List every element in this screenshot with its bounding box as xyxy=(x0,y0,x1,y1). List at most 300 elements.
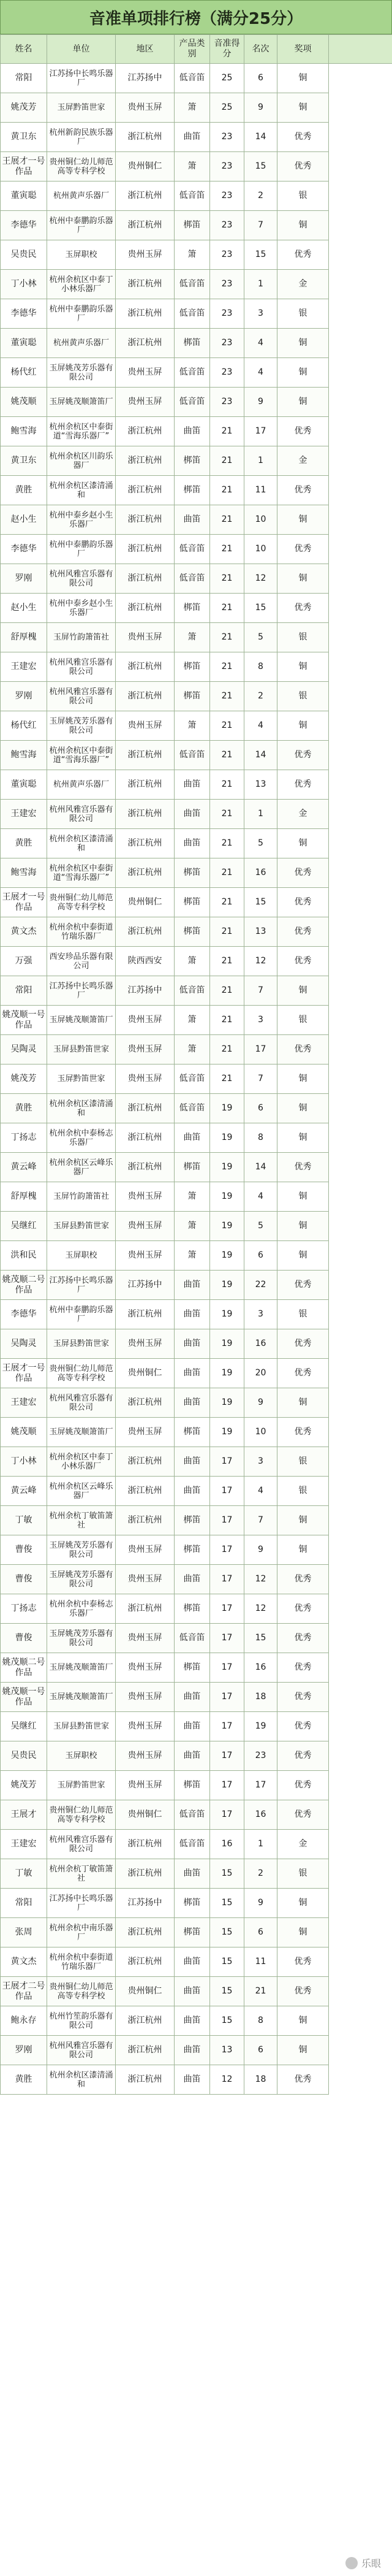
table-row xyxy=(1,1447,392,1477)
cell-region: 浙江杭州 xyxy=(116,182,175,211)
cell-unit: 杭州余杭中南乐器厂 xyxy=(47,1918,116,1947)
cell-region: 浙江杭州 xyxy=(116,770,175,800)
cell-category: 箫 xyxy=(175,1212,210,1241)
cell-region: 浙江杭州 xyxy=(116,564,175,594)
cell-region: 浙江杭州 xyxy=(116,505,175,535)
cell-score: 21 xyxy=(210,770,244,800)
cell-region: 贵州铜仁 xyxy=(116,1359,175,1388)
table-row xyxy=(1,1800,392,1830)
cell-unit: 杭州黄声乐器厂 xyxy=(47,770,116,800)
cell-region: 江苏扬中 xyxy=(116,976,175,1006)
table-row xyxy=(1,476,392,505)
cell-category: 低音笛 xyxy=(175,535,210,564)
cell-name: 黄文杰 xyxy=(1,917,47,947)
col-header-rank: 名次 xyxy=(244,35,277,64)
cell-score: 17 xyxy=(210,1653,244,1683)
row-spacer xyxy=(329,947,392,976)
cell-unit: 玉屏竹韵箫笛社 xyxy=(47,623,116,652)
cell-unit: 玉屏姚茂芳乐器有限公司 xyxy=(47,358,116,388)
table-row xyxy=(1,1859,392,1889)
cell-region: 贵州玉屏 xyxy=(116,1006,175,1035)
cell-award: 优秀 xyxy=(277,594,329,623)
cell-name: 黄云峰 xyxy=(1,1153,47,1182)
row-spacer xyxy=(329,1594,392,1624)
cell-award: 优秀 xyxy=(277,1977,329,2006)
cell-category: 低音笛 xyxy=(175,1624,210,1653)
cell-score: 17 xyxy=(210,1771,244,1800)
cell-name: 黄胜 xyxy=(1,1094,47,1123)
cell-category: 箫 xyxy=(175,1035,210,1064)
cell-rank: 18 xyxy=(244,1683,277,1712)
row-spacer xyxy=(329,1123,392,1153)
cell-name: 董寅聪 xyxy=(1,182,47,211)
cell-category: 箫 xyxy=(175,1182,210,1212)
col-header-category: 产品类别 xyxy=(175,35,210,64)
cell-region: 浙江杭州 xyxy=(116,1594,175,1624)
cell-region: 贵州玉屏 xyxy=(116,388,175,417)
cell-award: 优秀 xyxy=(277,858,329,888)
table-row xyxy=(1,182,392,211)
cell-name: 董寅聪 xyxy=(1,770,47,800)
row-spacer xyxy=(329,623,392,652)
row-spacer xyxy=(329,2065,392,2095)
cell-unit: 玉屏姚茂顺箫笛厂 xyxy=(47,1653,116,1683)
cell-award: 优秀 xyxy=(277,1741,329,1771)
row-spacer xyxy=(329,1094,392,1123)
cell-rank: 11 xyxy=(244,1947,277,1977)
cell-rank: 15 xyxy=(244,888,277,917)
cell-unit: 玉屏竹韵箫笛社 xyxy=(47,1182,116,1212)
cell-unit: 江苏扬中长鸣乐器厂 xyxy=(47,1271,116,1300)
cell-rank: 6 xyxy=(244,1241,277,1271)
cell-name: 吴陶灵 xyxy=(1,1329,47,1359)
cell-name: 吴贵民 xyxy=(1,240,47,270)
cell-score: 23 xyxy=(210,270,244,299)
cell-category: 曲笛 xyxy=(175,1859,210,1889)
cell-name: 丁扬志 xyxy=(1,1594,47,1624)
cell-rank: 11 xyxy=(244,476,277,505)
cell-rank: 6 xyxy=(244,64,277,93)
cell-rank: 18 xyxy=(244,2065,277,2095)
cell-rank: 17 xyxy=(244,1035,277,1064)
cell-award: 优秀 xyxy=(277,1271,329,1300)
cell-unit: 玉屏黔笛世家 xyxy=(47,1771,116,1800)
row-spacer xyxy=(329,1241,392,1271)
row-spacer xyxy=(329,240,392,270)
cell-rank: 9 xyxy=(244,93,277,123)
row-spacer xyxy=(329,1359,392,1388)
cell-name: 曹俊 xyxy=(1,1535,47,1565)
cell-name: 丁小林 xyxy=(1,270,47,299)
cell-name: 姚茂顺 xyxy=(1,1418,47,1447)
cell-category: 低音笛 xyxy=(175,299,210,329)
cell-category: 梆笛 xyxy=(175,1506,210,1535)
cell-rank: 9 xyxy=(244,1388,277,1418)
row-spacer xyxy=(329,652,392,682)
cell-score: 17 xyxy=(210,1712,244,1741)
table-row xyxy=(1,1035,392,1064)
cell-rank: 1 xyxy=(244,270,277,299)
row-spacer xyxy=(329,1653,392,1683)
cell-category: 低音笛 xyxy=(175,976,210,1006)
cell-rank: 15 xyxy=(244,1624,277,1653)
table-row xyxy=(1,1594,392,1624)
cell-award: 优秀 xyxy=(277,123,329,152)
cell-score: 17 xyxy=(210,1565,244,1594)
table-row xyxy=(1,1947,392,1977)
table-row xyxy=(1,888,392,917)
cell-category: 曲笛 xyxy=(175,1477,210,1506)
cell-award: 优秀 xyxy=(277,1565,329,1594)
cell-name: 黄卫东 xyxy=(1,123,47,152)
cell-category: 箫 xyxy=(175,152,210,182)
cell-award: 金 xyxy=(277,800,329,829)
cell-award: 优秀 xyxy=(277,1624,329,1653)
cell-unit: 杭州余杭区漆清涌和 xyxy=(47,1094,116,1123)
cell-award: 铜 xyxy=(277,1094,329,1123)
cell-award: 优秀 xyxy=(277,1594,329,1624)
cell-region: 贵州玉屏 xyxy=(116,1565,175,1594)
cell-rank: 8 xyxy=(244,652,277,682)
cell-unit: 江苏扬中长鸣乐器厂 xyxy=(47,64,116,93)
cell-rank: 17 xyxy=(244,417,277,446)
cell-category: 曲笛 xyxy=(175,1388,210,1418)
cell-name: 常阳 xyxy=(1,64,47,93)
cell-region: 贵州玉屏 xyxy=(116,711,175,741)
row-spacer xyxy=(329,2036,392,2065)
cell-award: 优秀 xyxy=(277,240,329,270)
cell-award: 优秀 xyxy=(277,1418,329,1447)
cell-unit: 杭州中泰鹏韵乐器厂 xyxy=(47,211,116,240)
cell-score: 21 xyxy=(210,976,244,1006)
cell-category: 低音笛 xyxy=(175,1830,210,1859)
cell-rank: 16 xyxy=(244,1800,277,1830)
cell-award: 银 xyxy=(277,623,329,652)
cell-name: 王建宏 xyxy=(1,1830,47,1859)
cell-score: 21 xyxy=(210,947,244,976)
cell-category: 曲笛 xyxy=(175,1300,210,1329)
cell-category: 低音笛 xyxy=(175,358,210,388)
row-spacer xyxy=(329,1683,392,1712)
cell-award: 铜 xyxy=(277,1889,329,1918)
cell-region: 贵州玉屏 xyxy=(116,358,175,388)
cell-rank: 7 xyxy=(244,1506,277,1535)
row-spacer xyxy=(329,1153,392,1182)
cell-score: 21 xyxy=(210,711,244,741)
cell-award: 铜 xyxy=(277,711,329,741)
table-row xyxy=(1,800,392,829)
cell-award: 铜 xyxy=(277,829,329,858)
cell-score: 21 xyxy=(210,417,244,446)
cell-rank: 12 xyxy=(244,947,277,976)
cell-score: 19 xyxy=(210,1329,244,1359)
cell-region: 江苏扬中 xyxy=(116,64,175,93)
table-row xyxy=(1,1064,392,1094)
cell-score: 21 xyxy=(210,800,244,829)
cell-score: 19 xyxy=(210,1271,244,1300)
cell-award: 优秀 xyxy=(277,1771,329,1800)
cell-rank: 3 xyxy=(244,1006,277,1035)
cell-rank: 4 xyxy=(244,711,277,741)
cell-region: 贵州玉屏 xyxy=(116,1683,175,1712)
cell-unit: 玉屏职校 xyxy=(47,240,116,270)
cell-category: 低音笛 xyxy=(175,564,210,594)
table-row xyxy=(1,682,392,711)
cell-unit: 杭州余杭中泰街道竹瑞乐器厂 xyxy=(47,917,116,947)
cell-unit: 江苏扬中长鸣乐器厂 xyxy=(47,1889,116,1918)
cell-award: 铜 xyxy=(277,388,329,417)
cell-award: 铜 xyxy=(277,1535,329,1565)
table-row xyxy=(1,829,392,858)
cell-award: 铜 xyxy=(277,652,329,682)
cell-award: 优秀 xyxy=(277,1153,329,1182)
row-spacer xyxy=(329,299,392,329)
cell-name: 赵小生 xyxy=(1,505,47,535)
cell-award: 银 xyxy=(277,1447,329,1477)
table-row xyxy=(1,947,392,976)
row-spacer xyxy=(329,270,392,299)
cell-category: 曲笛 xyxy=(175,1683,210,1712)
cell-award: 铜 xyxy=(277,329,329,358)
cell-award: 铜 xyxy=(277,2006,329,2036)
row-spacer xyxy=(329,1388,392,1418)
cell-score: 19 xyxy=(210,1241,244,1271)
cell-award: 银 xyxy=(277,182,329,211)
cell-unit: 杭州余杭区中泰丁小林乐器厂 xyxy=(47,270,116,299)
cell-region: 浙江杭州 xyxy=(116,800,175,829)
cell-name: 李德华 xyxy=(1,211,47,240)
cell-rank: 4 xyxy=(244,1182,277,1212)
cell-score: 21 xyxy=(210,888,244,917)
cell-unit: 杭州余杭区漆清涌和 xyxy=(47,2065,116,2095)
cell-category: 曲笛 xyxy=(175,2036,210,2065)
cell-name: 黄云峰 xyxy=(1,1477,47,1506)
cell-region: 贵州玉屏 xyxy=(116,1182,175,1212)
row-spacer xyxy=(329,800,392,829)
cell-score: 15 xyxy=(210,1977,244,2006)
cell-region: 浙江杭州 xyxy=(116,2006,175,2036)
cell-score: 23 xyxy=(210,299,244,329)
cell-rank: 16 xyxy=(244,1329,277,1359)
cell-name: 吴继红 xyxy=(1,1212,47,1241)
row-spacer xyxy=(329,1477,392,1506)
cell-score: 21 xyxy=(210,1006,244,1035)
table-row xyxy=(1,2006,392,2036)
row-spacer xyxy=(329,1535,392,1565)
cell-award: 银 xyxy=(277,1859,329,1889)
cell-rank: 16 xyxy=(244,1653,277,1683)
table-row xyxy=(1,123,392,152)
cell-unit: 玉屏姚茂顺箫笛厂 xyxy=(47,388,116,417)
row-spacer xyxy=(329,1565,392,1594)
row-spacer xyxy=(329,1741,392,1771)
table-row xyxy=(1,505,392,535)
cell-score: 21 xyxy=(210,917,244,947)
table-row xyxy=(1,446,392,476)
cell-unit: 玉屏姚茂顺箫笛厂 xyxy=(47,1683,116,1712)
cell-award: 优秀 xyxy=(277,1653,329,1683)
cell-award: 铜 xyxy=(277,93,329,123)
cell-award: 银 xyxy=(277,1006,329,1035)
table-row xyxy=(1,64,392,93)
cell-award: 优秀 xyxy=(277,152,329,182)
cell-rank: 15 xyxy=(244,152,277,182)
cell-region: 贵州玉屏 xyxy=(116,1064,175,1094)
cell-award: 铜 xyxy=(277,1388,329,1418)
row-spacer xyxy=(329,1300,392,1329)
cell-region: 贵州玉屏 xyxy=(116,1741,175,1771)
cell-score: 21 xyxy=(210,652,244,682)
cell-name: 丁扬志 xyxy=(1,1123,47,1153)
cell-score: 21 xyxy=(210,476,244,505)
row-spacer xyxy=(329,211,392,240)
cell-category: 箫 xyxy=(175,947,210,976)
wechat-icon xyxy=(345,2557,358,2569)
cell-region: 浙江杭州 xyxy=(116,417,175,446)
cell-region: 浙江杭州 xyxy=(116,917,175,947)
row-spacer xyxy=(329,858,392,888)
row-spacer xyxy=(329,1329,392,1359)
cell-award: 优秀 xyxy=(277,888,329,917)
cell-unit: 杭州余杭丁敏笛箫社 xyxy=(47,1506,116,1535)
cell-unit: 杭州风雅宫乐器有限公司 xyxy=(47,2036,116,2065)
cell-award: 优秀 xyxy=(277,1683,329,1712)
cell-unit: 杭州风雅宫乐器有限公司 xyxy=(47,1830,116,1859)
cell-score: 17 xyxy=(210,1800,244,1830)
table-row xyxy=(1,1006,392,1035)
cell-award: 铜 xyxy=(277,64,329,93)
col-header-name: 姓名 xyxy=(1,35,47,64)
cell-region: 贵州铜仁 xyxy=(116,1977,175,2006)
table-row xyxy=(1,535,392,564)
table-row xyxy=(1,917,392,947)
cell-unit: 杭州余杭区漆清涌和 xyxy=(47,829,116,858)
watermark-text: 乐眼 xyxy=(361,2558,381,2569)
cell-unit: 玉屏姚茂芳乐器有限公司 xyxy=(47,711,116,741)
table-row xyxy=(1,1830,392,1859)
row-spacer xyxy=(329,505,392,535)
cell-category: 低音笛 xyxy=(175,741,210,770)
cell-unit: 杭州风雅宫乐器有限公司 xyxy=(47,800,116,829)
row-spacer xyxy=(329,152,392,182)
table-body xyxy=(1,64,392,2095)
cell-region: 贵州玉屏 xyxy=(116,1535,175,1565)
cell-award: 银 xyxy=(277,1300,329,1329)
cell-score: 17 xyxy=(210,1535,244,1565)
cell-rank: 2 xyxy=(244,1859,277,1889)
cell-name: 杨代红 xyxy=(1,711,47,741)
table-row xyxy=(1,1683,392,1712)
cell-unit: 玉屏姚茂芳乐器有限公司 xyxy=(47,1624,116,1653)
cell-score: 15 xyxy=(210,1889,244,1918)
cell-unit: 杭州竹笙韵乐器有限公司 xyxy=(47,2006,116,2036)
row-spacer xyxy=(329,682,392,711)
cell-rank: 4 xyxy=(244,329,277,358)
cell-unit: 杭州余杭区中泰街道“雪海乐器厂” xyxy=(47,417,116,446)
row-spacer xyxy=(329,1006,392,1035)
cell-region: 贵州铜仁 xyxy=(116,152,175,182)
cell-region: 浙江杭州 xyxy=(116,2065,175,2095)
cell-region: 浙江杭州 xyxy=(116,1094,175,1123)
cell-score: 21 xyxy=(210,446,244,476)
cell-rank: 13 xyxy=(244,917,277,947)
cell-category: 梆笛 xyxy=(175,917,210,947)
table-row xyxy=(1,976,392,1006)
cell-category: 箫 xyxy=(175,623,210,652)
cell-region: 陕西西安 xyxy=(116,947,175,976)
cell-score: 17 xyxy=(210,1506,244,1535)
cell-unit: 江苏扬中长鸣乐器厂 xyxy=(47,976,116,1006)
cell-region: 浙江杭州 xyxy=(116,2036,175,2065)
cell-rank: 5 xyxy=(244,1212,277,1241)
cell-unit: 贵州铜仁幼儿师范高等专科学校 xyxy=(47,1359,116,1388)
cell-score: 23 xyxy=(210,329,244,358)
cell-name: 丁敏 xyxy=(1,1859,47,1889)
cell-score: 21 xyxy=(210,741,244,770)
col-header-award: 奖项 xyxy=(277,35,329,64)
cell-name: 姚茂顺 xyxy=(1,388,47,417)
cell-rank: 16 xyxy=(244,858,277,888)
cell-score: 23 xyxy=(210,182,244,211)
row-spacer xyxy=(329,1830,392,1859)
table-row xyxy=(1,329,392,358)
cell-category: 曲笛 xyxy=(175,417,210,446)
table-row xyxy=(1,1565,392,1594)
cell-rank: 9 xyxy=(244,388,277,417)
cell-category: 曲笛 xyxy=(175,505,210,535)
cell-unit: 杭州余杭区云峰乐器厂 xyxy=(47,1477,116,1506)
cell-award: 优秀 xyxy=(277,770,329,800)
cell-category: 曲笛 xyxy=(175,829,210,858)
cell-score: 16 xyxy=(210,1830,244,1859)
watermark xyxy=(345,2556,381,2570)
cell-category: 梆笛 xyxy=(175,682,210,711)
cell-unit: 贵州铜仁幼儿师范高等专科学校 xyxy=(47,888,116,917)
cell-rank: 1 xyxy=(244,1830,277,1859)
table-row xyxy=(1,1241,392,1271)
cell-unit: 贵州铜仁幼儿师范高等专科学校 xyxy=(47,152,116,182)
row-spacer xyxy=(329,1800,392,1830)
cell-rank: 5 xyxy=(244,829,277,858)
table-row xyxy=(1,1771,392,1800)
cell-award: 优秀 xyxy=(277,1035,329,1064)
cell-name: 王展才一号作品 xyxy=(1,1359,47,1388)
cell-name: 王展才二号作品 xyxy=(1,1977,47,2006)
table-row xyxy=(1,652,392,682)
cell-rank: 20 xyxy=(244,1359,277,1388)
col-header-region: 地区 xyxy=(116,35,175,64)
cell-score: 12 xyxy=(210,2065,244,2095)
cell-unit: 玉屏黔笛世家 xyxy=(47,93,116,123)
table-row xyxy=(1,623,392,652)
cell-award: 铜 xyxy=(277,1123,329,1153)
table-row xyxy=(1,1535,392,1565)
cell-rank: 9 xyxy=(244,1535,277,1565)
cell-name: 万强 xyxy=(1,947,47,976)
cell-name: 王建宏 xyxy=(1,800,47,829)
cell-award: 铜 xyxy=(277,1182,329,1212)
cell-rank: 2 xyxy=(244,182,277,211)
cell-rank: 12 xyxy=(244,1594,277,1624)
cell-category: 低音笛 xyxy=(175,388,210,417)
cell-region: 贵州铜仁 xyxy=(116,1800,175,1830)
cell-award: 优秀 xyxy=(277,417,329,446)
cell-rank: 6 xyxy=(244,1918,277,1947)
table-row xyxy=(1,594,392,623)
row-spacer xyxy=(329,1771,392,1800)
cell-category: 梆笛 xyxy=(175,1535,210,1565)
cell-region: 贵州玉屏 xyxy=(116,240,175,270)
